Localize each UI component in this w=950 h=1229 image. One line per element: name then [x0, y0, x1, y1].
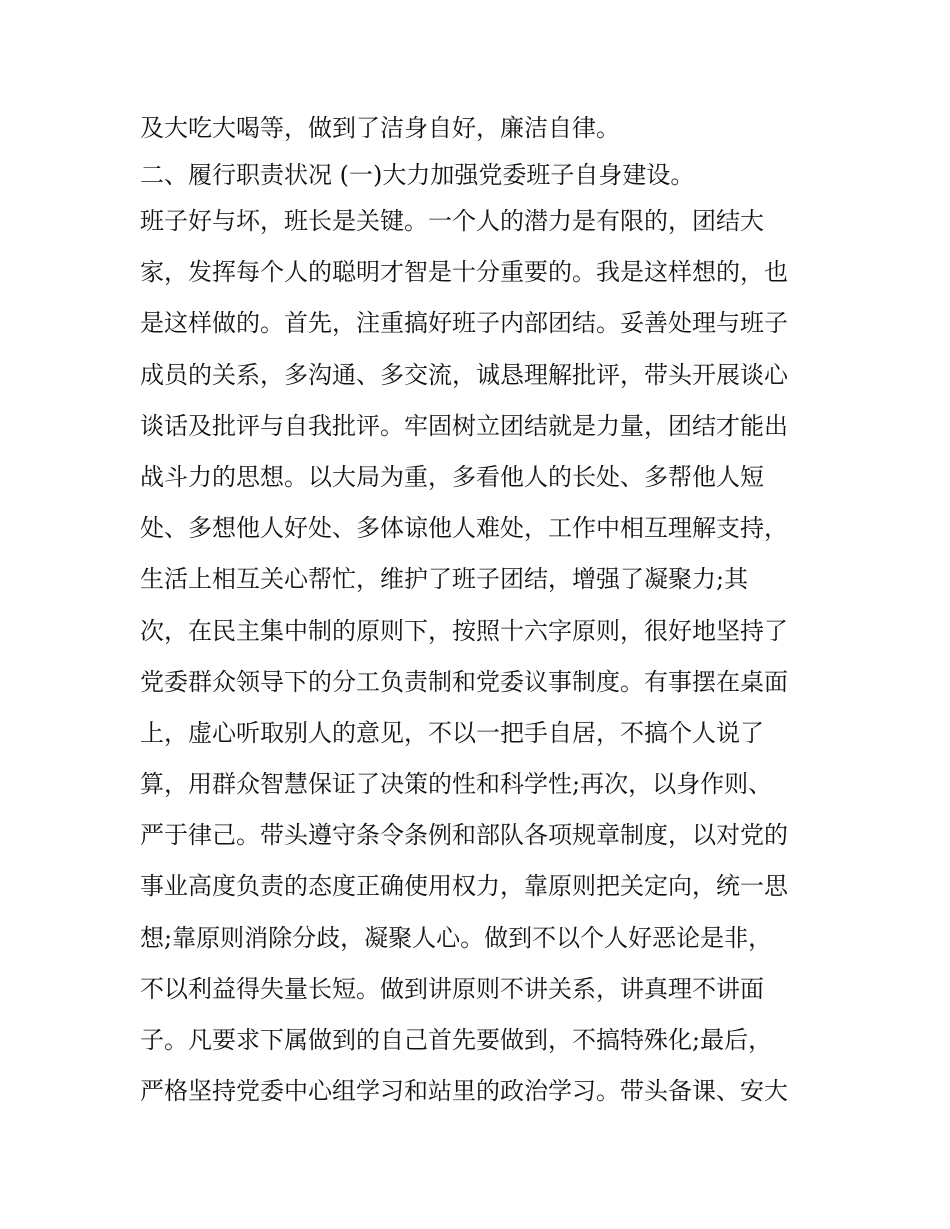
text-line: 上，虚心听取别人的意见，不以一把手自居，不搞个人说了	[140, 718, 764, 747]
text-line: 事业高度负责的态度正确使用权力，靠原则把关定向，统一思	[140, 872, 788, 901]
text-line: 家，发挥每个人的聪明才智是十分重要的。我是这样想的，也	[140, 258, 788, 287]
text-line: 严于律己。带头遵守条令条例和部队各项规章制度，以对党的	[140, 821, 788, 850]
text-line: 党委群众领导下的分工负责制和党委议事制度。有事摆在桌面	[140, 667, 788, 696]
text-line: 不以利益得失量长短。做到讲原则不讲关系，讲真理不讲面	[140, 974, 764, 1003]
text-line: 成员的关系，多沟通、多交流，诚恳理解批评，带头开展谈心	[140, 360, 788, 389]
text-line: 想;靠原则消除分歧，凝聚人心。做到不以个人好恶论是非，	[140, 923, 773, 952]
text-line: 次，在民主集中制的原则下，按照十六字原则，很好地坚持了	[140, 616, 788, 645]
text-line: 子。凡要求下属做到的自己首先要做到，不搞特殊化;最后，	[140, 1026, 773, 1054]
text-line: 班子好与坏，班长是关键。一个人的潜力是有限的，团结大	[140, 207, 764, 235]
text-line: 是这样做的。首先，注重搞好班子内部团结。妥善处理与班子	[140, 309, 788, 338]
text-line: 处、多想他人好处、多体谅他人难处，工作中相互理解支持，	[140, 514, 788, 543]
text-line: 战斗力的思想。以大局为重，多看他人的长处、多帮他人短	[140, 462, 764, 491]
document-body	[140, 110, 820, 1124]
text-line: 谈话及批评与自我批评。牢固树立团结就是力量，团结才能出	[140, 411, 788, 440]
text-line: 算，用群众智慧保证了决策的性和科学性;再次，以身作则、	[140, 770, 773, 799]
section-heading: 二、履行职责状况 (一)大力加强党委班子自身建设。	[140, 161, 695, 189]
text-line: 生活上相互关心帮忙，维护了班子团结，增强了凝聚力;其	[140, 565, 749, 594]
text-line: 严格坚持党委中心组学习和站里的政治学习。带头备课、安大	[140, 1077, 788, 1106]
text-line: 及大吃大喝等，做到了洁身自好，廉洁自律。	[140, 114, 620, 142]
